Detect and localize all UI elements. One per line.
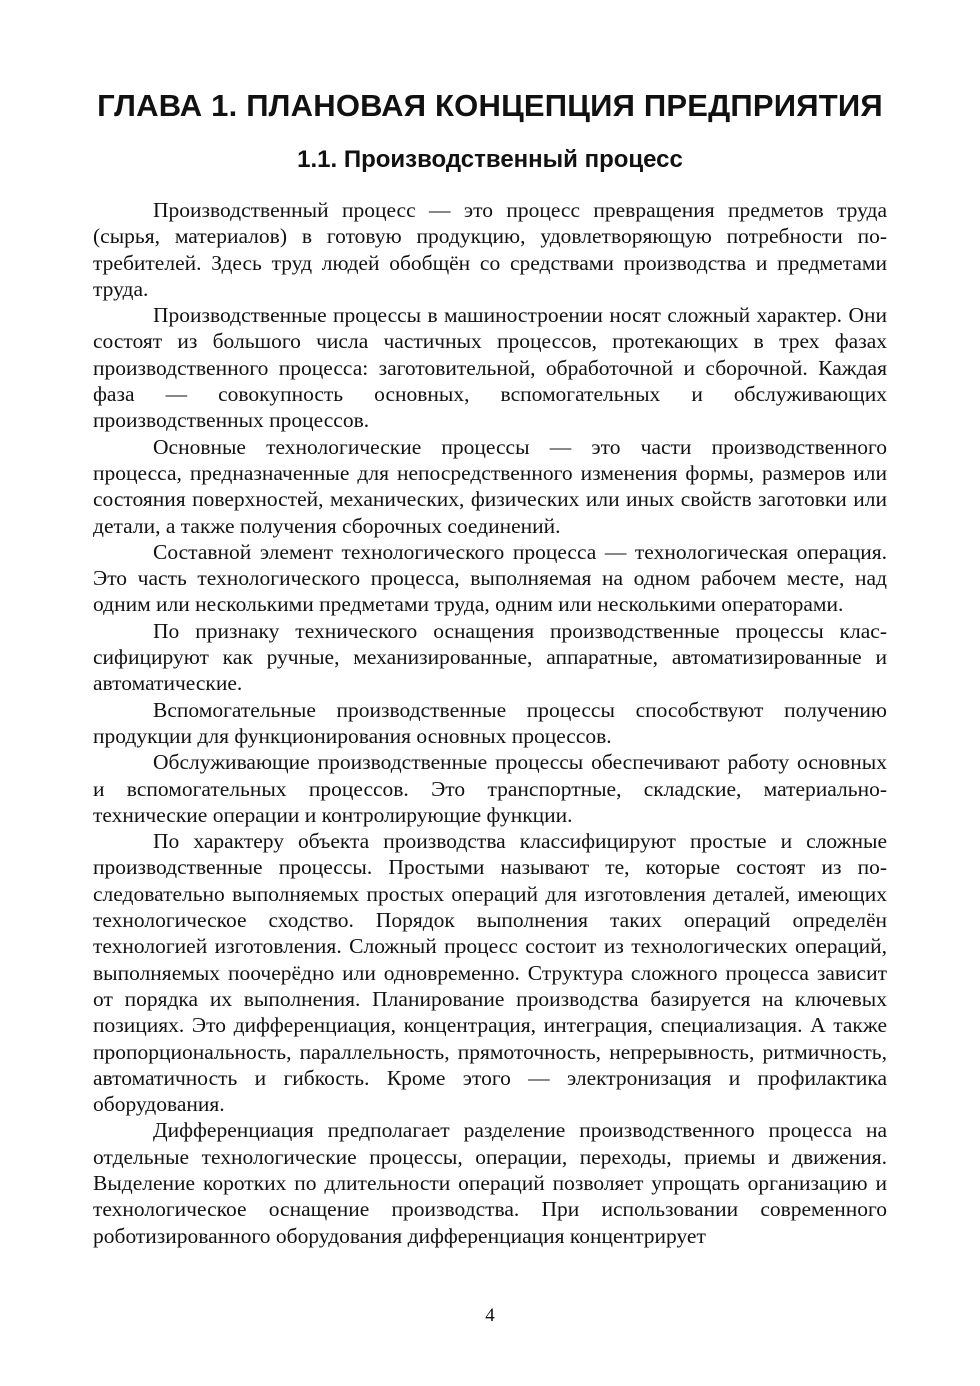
- paragraph: Производственные процессы в машиностроении носят сложный характер. Они состоят из большого числа частичных процессов, протекающих в трех фазах производственного процесса: заготовительной, обработочной и сборочной. Каждая фаза — совокупность основных, вспомогательных и обслуживающих производственных процессов.: [93, 303, 887, 433]
- paragraph: Вспомогательные производственные процессы способствуют получению продукции для функционирования основных процессов.: [93, 697, 887, 748]
- paragraph: Производственный процесс — это процесс превращения предметов труда (сырья, материалов) в готовую продукцию, удовлетворяющую потребности потребителей. Здесь труд людей обобщён со средствами производства и предметами труда.: [93, 198, 887, 301]
- paragraph: Дифференциация предполагает разделение производственного процесса на отдельные технологические процессы, операции, переходы, приемы и движения. Выделение коротких по длительности операций позволяет упрощать организацию и технологическое оснащение производства. При использовании современного роботизированного оборудования дифференциация концентрирует: [93, 1118, 887, 1248]
- paragraph: По признаку технического оснащения производственные процессы классифицируют как ручные, механизированные, аппаратные, автоматизированные и автоматические.: [93, 618, 887, 696]
- chapter-title: ГЛАВА 1. ПЛАНОВАЯ КОНЦЕПЦИЯ ПРЕДПРИЯТИЯ: [97, 88, 883, 123]
- paragraph: Основные технологические процессы — это части производственного процесса, предназначенные для непосредственного изменения формы, размеров или состояния поверхностей, механических, физических или иных свойств заготовки или детали, а также получения сборочных соединений.: [93, 434, 887, 538]
- paragraph: Обслуживающие производственные процессы обеспечивают работу основных и вспомогательных процессов. Это транспортные, складские, материально-технические операции и контролирующие функции.: [93, 750, 887, 827]
- paragraph: По характеру объекта производства классифицируют простые и сложные производственные процессы. Простыми называют те, которые состоят из последовательно выполняемых простых операций для изготовления деталей, имеющих технологическое сходство. Порядок выполнения таких операций определён технологией изготовления. Сложный процесс состоит из технологических операций, выполняемых поочерёдно или одновременно. Структура сложного процесса зависит от порядка их выполнения. Планирование производства базируется на ключевых позициях. Это дифференциация, концентрация, интеграция, специализация. А также пропорциональность, параллельность, прямоточность, непрерывность, ритмичность, автоматичность и гибкость. Кроме этого — электронизация и профилактика оборудования.: [93, 829, 887, 1117]
- section-title: 1.1. Производственный процесс: [297, 146, 683, 173]
- page-number: 4: [485, 1305, 495, 1326]
- body-text: [93, 197, 887, 1249]
- paragraph: Составной элемент технологического процесса — технологическая операция. Это часть технологического процесса, выполняемая на одном рабочем месте, над одним или несколькими предметами труда, одним или несколькими операторами.: [93, 539, 887, 617]
